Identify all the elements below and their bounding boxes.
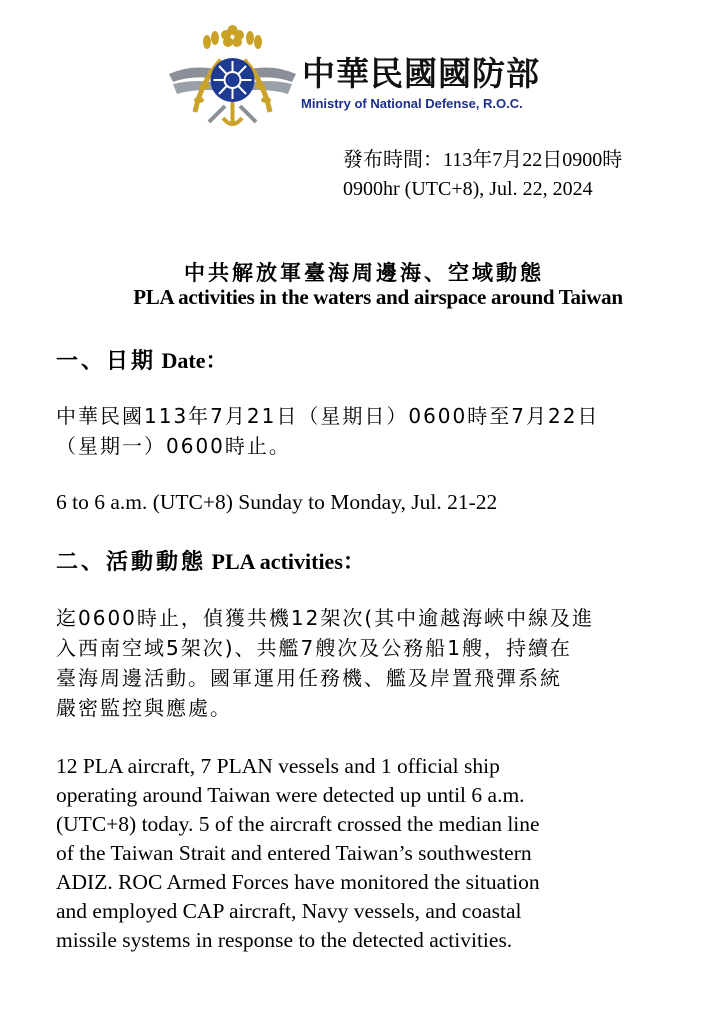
section-date-heading-colon: ： (205, 349, 231, 374)
section-date-line: （星期一）0600時止。 (56, 434, 291, 458)
section-date-heading (56, 344, 231, 375)
section-activities-line: 迄0600時止，偵獲共機12架次(其中逾越海峽中線及進 (56, 606, 595, 630)
section-activities-heading-en: PLA activities (206, 549, 343, 574)
section-activities-body-en (56, 752, 540, 955)
section-activities-en-line: and employed CAP aircraft, Navy vessels, and coastal (56, 899, 522, 923)
section-activities-heading-zh: 二、活動動態 (56, 550, 207, 575)
section-activities-en-line: missile systems in response to the detected activities. (56, 928, 513, 952)
section-activities-line: 入西南空域5架次)、共艦7艘次及公務船1艘，持續在 (56, 636, 572, 660)
org-name-en: Ministry of National Defense, R.O.C. (301, 96, 523, 111)
section-activities-en-line: 12 PLA aircraft, 7 PLAN vessels and 1 official ship (56, 754, 500, 778)
section-activities-en-line: (UTC+8) today. 5 of the aircraft crossed the median line (56, 812, 540, 836)
section-activities-en-line: of the Taiwan Strait and entered Taiwan’s southwestern (56, 841, 532, 865)
org-name-zh: 中華民國國防部 (302, 54, 540, 93)
section-date-heading-en: Date (156, 348, 206, 373)
section-activities-heading-colon: ： (342, 550, 368, 575)
mnd-emblem-icon (165, 22, 300, 134)
release-time-zh: 發布時間：113年7月22日0900時 (343, 149, 623, 171)
section-date-body-en: 6 to 6 a.m. (UTC+8) Sunday to Monday, Jul. 21-22 (56, 490, 498, 514)
release-time-en: 0900hr (UTC+8), Jul. 22, 2024 (343, 178, 593, 200)
section-activities-heading (56, 545, 368, 576)
section-date-line: 中華民國113年7月21日（星期日）0600時至7月22日 (56, 404, 600, 428)
title-zh: 中共解放軍臺海周邊海、空域動態 (184, 261, 544, 285)
section-activities-line: 嚴密監控與應處。 (56, 696, 232, 720)
title-en: PLA activities in the waters and airspace around Taiwan (133, 285, 623, 309)
section-date-body-zh (56, 401, 696, 461)
section-activities-en-line: operating around Taiwan were detected up until 6 a.m. (56, 783, 525, 807)
letterhead (165, 22, 585, 137)
section-activities-en-line: ADIZ. ROC Armed Forces have monitored the situation (56, 870, 540, 894)
section-activities-line: 臺海周邊活動。國軍運用任務機、艦及岸置飛彈系統 (56, 666, 562, 690)
section-date-heading-zh: 一、日期 (56, 349, 157, 374)
section-activities-body-zh (56, 603, 696, 723)
release-time (343, 146, 622, 204)
